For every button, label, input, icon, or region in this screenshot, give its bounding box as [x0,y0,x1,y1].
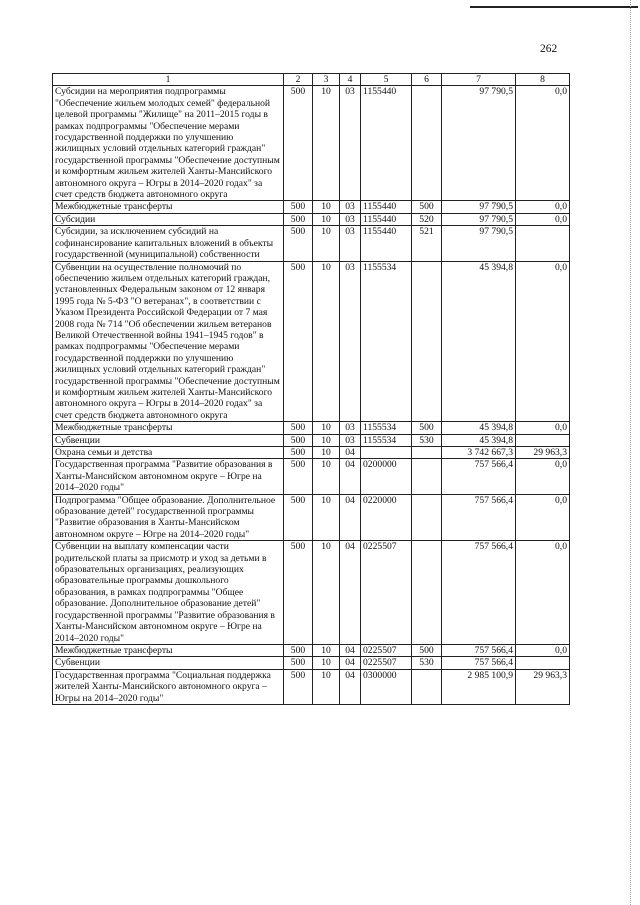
row-expense-type: 500 [412,644,442,656]
row-subsection: 04 [340,669,361,704]
table-row [53,201,570,213]
row-target-article: 0225507 [361,657,412,669]
row-subvention-amount: 0,0 [516,213,570,225]
row-target-article: 0220000 [361,494,412,541]
row-target-article: 0300000 [361,669,412,704]
row-name: Межбюджетные трансферты [53,644,284,656]
row-section: 10 [313,213,340,225]
row-target-article: 0225507 [361,541,412,645]
page-number: 262 [540,43,558,55]
col-header: 1 [53,74,284,86]
row-name: Подпрограмма "Общее образование. Дополнительное образование детей" государственной программы "Развитие образования в Ханты-Мансийском автономном округе – Югре на 2014–2020 годы" [53,494,284,541]
row-admin-code: 500 [284,459,313,494]
row-name: Субвенции [53,657,284,669]
row-admin-code: 500 [284,201,313,213]
header-rule [470,6,638,8]
row-section: 10 [313,447,340,459]
table-row [53,434,570,446]
row-subvention-amount: 0,0 [516,541,570,645]
row-subsection: 03 [340,86,361,201]
row-section: 10 [313,226,340,261]
row-admin-code: 500 [284,86,313,201]
row-expense-type [412,541,442,645]
row-amount: 97 790,5 [442,213,516,225]
table-row [53,447,570,459]
row-expense-type: 500 [412,201,442,213]
col-header: 3 [313,74,340,86]
row-name: Субсидии на мероприятия подпрограммы "Обеспечение жильем молодых семей" федеральной целевой программы "Жилище" на 2011–2015 годы в рамках подпрограммы "Обеспечение мерами государственной поддержки по улучшению жилищных условий отдельных категорий граждан" государственной программы "Обеспечение доступным и комфортным жильем жителей Ханты-Мансийского автономного округа – Югры в 2014–2020 годах" за счет средств бюджета автономного округа [53,86,284,201]
col-header: 5 [361,74,412,86]
row-name: Субвенции на выплату компенсации части родительской платы за присмотр и уход за детьми в образовательных организациях, реализующих образовательные программы дошкольного образования, в рамках подпрограммы "Общее образование. Дополнительное образование детей" государственной программы "Развитие образования в Ханты-Мансийском автономном округе – Югре на 2014–2020 годы" [53,541,284,645]
row-admin-code: 500 [284,422,313,434]
row-amount: 757 566,4 [442,541,516,645]
row-admin-code: 500 [284,261,313,422]
row-amount: 97 790,5 [442,226,516,261]
row-expense-type [412,447,442,459]
row-target-article: 1155534 [361,422,412,434]
row-subvention-amount: 0,0 [516,422,570,434]
row-admin-code: 500 [284,434,313,446]
table-row [53,226,570,261]
row-subsection: 04 [340,447,361,459]
row-amount: 2 985 100,9 [442,669,516,704]
row-name: Субвенции на осуществление полномочий по обеспечению жильем отдельных категорий граждан, установленных Федеральным законом от 12 января 1995 года № 5-ФЗ "О ветеранах", в соответствии с Указом Президента Российской Федерации от 7 мая 2008 года № 714 "Об обеспечении жильем ветеранов Великой Отечественной войны 1941–1945 годов" в рамках подпрограммы "Обеспечение мерами государственной поддержки по улучшению жилищных условий отдельных категорий граждан" государственной программы "Обеспечение доступным и комфортным жильем жителей Ханты-Мансийского автономного округа – Югры в 2014–2020 годах" за счет средств бюджета автономного округа [53,261,284,422]
row-name: Охрана семьи и детства [53,447,284,459]
row-name: Межбюджетные трансферты [53,201,284,213]
row-subvention-amount [516,657,570,669]
budget-table [52,73,570,705]
row-subsection: 03 [340,422,361,434]
row-section: 10 [313,657,340,669]
row-subvention-amount: 0,0 [516,494,570,541]
row-amount: 97 790,5 [442,86,516,201]
row-expense-type [412,459,442,494]
table-row [53,86,570,201]
row-expense-type: 521 [412,226,442,261]
row-subsection: 04 [340,494,361,541]
col-header: 7 [442,74,516,86]
row-amount: 97 790,5 [442,201,516,213]
row-section: 10 [313,86,340,201]
row-admin-code: 500 [284,447,313,459]
row-admin-code: 500 [284,213,313,225]
row-subvention-amount: 0,0 [516,459,570,494]
row-name: Субсидии [53,213,284,225]
row-amount: 757 566,4 [442,657,516,669]
row-amount: 45 394,8 [442,434,516,446]
row-section: 10 [313,261,340,422]
row-section: 10 [313,541,340,645]
row-section: 10 [313,434,340,446]
row-admin-code: 500 [284,657,313,669]
row-section: 10 [313,459,340,494]
row-section: 10 [313,494,340,541]
col-header: 8 [516,74,570,86]
row-expense-type: 530 [412,657,442,669]
row-target-article: 1155440 [361,213,412,225]
table-row [53,657,570,669]
row-expense-type: 520 [412,213,442,225]
row-admin-code: 500 [284,669,313,704]
row-expense-type [412,261,442,422]
row-subsection: 03 [340,261,361,422]
row-subvention-amount: 0,0 [516,201,570,213]
row-name: Субсидии, за исключением субсидий на софинансирование капитальных вложений в объекты государственной (муниципальной) собственности [53,226,284,261]
row-subsection: 04 [340,644,361,656]
row-subsection: 03 [340,213,361,225]
row-section: 10 [313,422,340,434]
table-row [53,644,570,656]
row-subvention-amount: 29 963,3 [516,447,570,459]
row-name: Субвенции [53,434,284,446]
row-name: Государственная программа "Развитие образования в Ханты-Мансийском автономном округе – Югре на 2014–2020 годы" [53,459,284,494]
row-expense-type [412,86,442,201]
row-amount: 3 742 667,3 [442,447,516,459]
row-section: 10 [313,644,340,656]
table-row [53,213,570,225]
row-target-article [361,447,412,459]
row-subsection: 03 [340,226,361,261]
row-subvention-amount: 29 963,3 [516,669,570,704]
row-amount: 45 394,8 [442,261,516,422]
table-header-row [53,74,570,86]
row-target-article: 1155440 [361,201,412,213]
row-subvention-amount [516,226,570,261]
table-row [53,669,570,704]
row-section: 10 [313,669,340,704]
table-row [53,422,570,434]
table-row [53,541,570,645]
row-target-article: 0200000 [361,459,412,494]
row-subsection: 04 [340,541,361,645]
row-target-article: 1155534 [361,261,412,422]
table-row [53,494,570,541]
row-subvention-amount: 0,0 [516,261,570,422]
row-section: 10 [313,201,340,213]
row-target-article: 0225507 [361,644,412,656]
row-target-article: 1155440 [361,86,412,201]
row-subsection: 04 [340,459,361,494]
row-target-article: 1155440 [361,226,412,261]
row-subvention-amount: 0,0 [516,86,570,201]
row-subvention-amount: 0,0 [516,644,570,656]
row-amount: 757 566,4 [442,494,516,541]
row-expense-type [412,494,442,541]
col-header: 4 [340,74,361,86]
col-header: 2 [284,74,313,86]
row-admin-code: 500 [284,226,313,261]
table-row [53,261,570,422]
row-subsection: 03 [340,201,361,213]
row-name: Государственная программа "Социальная поддержка жителей Ханты-Мансийского автономного округа – Югры на 2014–2020 годы" [53,669,284,704]
row-expense-type [412,669,442,704]
row-subvention-amount [516,434,570,446]
row-expense-type: 530 [412,434,442,446]
row-amount: 757 566,4 [442,459,516,494]
row-subsection: 03 [340,434,361,446]
row-amount: 45 394,8 [442,422,516,434]
row-subsection: 04 [340,657,361,669]
row-amount: 757 566,4 [442,644,516,656]
table-row [53,459,570,494]
row-admin-code: 500 [284,494,313,541]
row-name: Межбюджетные трансферты [53,422,284,434]
col-header: 6 [412,74,442,86]
row-admin-code: 500 [284,644,313,656]
scan-edge [630,0,631,905]
row-admin-code: 500 [284,541,313,645]
row-target-article: 1155534 [361,434,412,446]
row-expense-type: 500 [412,422,442,434]
table-body [53,86,570,705]
